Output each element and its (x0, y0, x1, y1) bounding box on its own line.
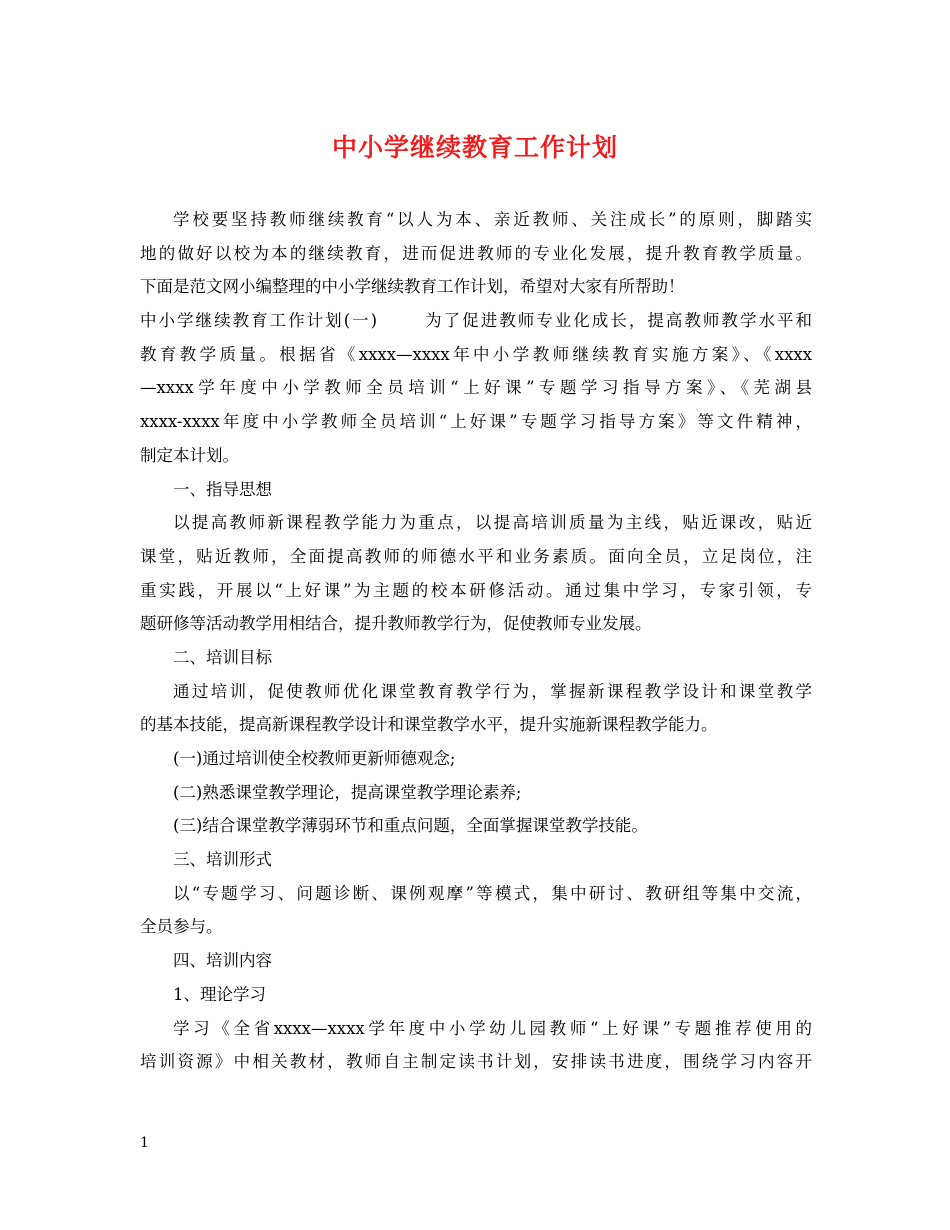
section-heading: 一、指导思想 (173, 479, 272, 499)
paragraph-line: 全员参与。 (140, 917, 223, 937)
paragraph-line: 制定本计划。 (140, 445, 239, 465)
document-body (140, 203, 812, 1079)
paragraph-line: 重实践，开展以“上好课”为主题的校本研修活动。通过集中学习，专家引领，专 (140, 580, 812, 600)
paragraph-line (140, 304, 812, 338)
paragraph-line: 通过培训，促使教师优化课堂教育教学行为，掌握新课程教学设计和课堂教学 (173, 681, 812, 701)
paragraph-line: 学习《全省xxxx—xxxx学年度中小学幼儿园教师“上好课”专题推荐使用的 (173, 1018, 812, 1038)
section-heading: 四、培训内容 (173, 951, 272, 971)
paragraph-line: 的基本技能，提高新课程教学设计和课堂教学水平，提升实施新课程教学能力。 (140, 715, 718, 735)
paragraph-line: 课堂，贴近教师，全面提高教师的师德水平和业务素质。面向全员，立足岗位，注 (140, 546, 812, 566)
paragraph-line: —xxxx学年度中小学教师全员培训“上好课”专题学习指导方案》、《芜湖县 (140, 378, 812, 398)
list-item: (二)熟悉课堂教学理论，提高课堂教学理论素养; (173, 782, 522, 802)
paragraph-line: 以提高教师新课程教学能力为重点，以提高培训质量为主线，贴近课改，贴近 (173, 513, 812, 533)
paragraph-line: 以“专题学习、问题诊断、课例观摩”等模式，集中研讨、教研组等集中交流， (173, 883, 812, 903)
page-number: 1 (140, 1135, 149, 1151)
document-title: 中小学继续教育工作计划 (331, 133, 618, 162)
list-item: (一)通过培训使全校教师更新师德观念; (173, 749, 456, 768)
paragraph-line: 下面是范文网小编整理的中小学继续教育工作计划，希望对大家有所帮助！ (140, 277, 685, 297)
paragraph-line: 教育教学质量。根据省《xxxx—xxxx年中小学教师继续教育实施方案》、《xxxx (140, 344, 812, 364)
paragraph-line: 地的做好以校为本的继续教育，进而促进教师的专业化发展，提升教育教学质量。 (140, 243, 812, 263)
paragraph-line: 题研修等活动教学用相结合，提升教师教学行为，促使教师专业发展。 (140, 614, 652, 634)
paragraph-line: 学校要坚持教师继续教育“以人为本、亲近教师、关注成长”的原则，脚踏实 (173, 210, 812, 229)
paragraph-text: 为了促进教师专业化成长，提高教师教学水平和 (423, 311, 813, 331)
section-heading-inline: 中小学继续教育工作计划(一) (140, 311, 378, 331)
section-heading: 三、培训形式 (173, 850, 272, 870)
paragraph-line: xxxx-xxxx年度中小学教师全员培训“上好课”专题学习指导方案》等文件精神， (140, 412, 812, 432)
subsection-heading: 1、理论学习 (173, 984, 266, 1004)
section-heading: 二、培训目标 (173, 647, 272, 667)
list-item: (三)结合课堂教学薄弱环节和重点问题，全面掌握课堂教学技能。 (173, 816, 648, 836)
paragraph-line: 培训资源》中相关教材，教师自主制定读书计划，安排读书进度，围绕学习内容开 (140, 1052, 812, 1072)
